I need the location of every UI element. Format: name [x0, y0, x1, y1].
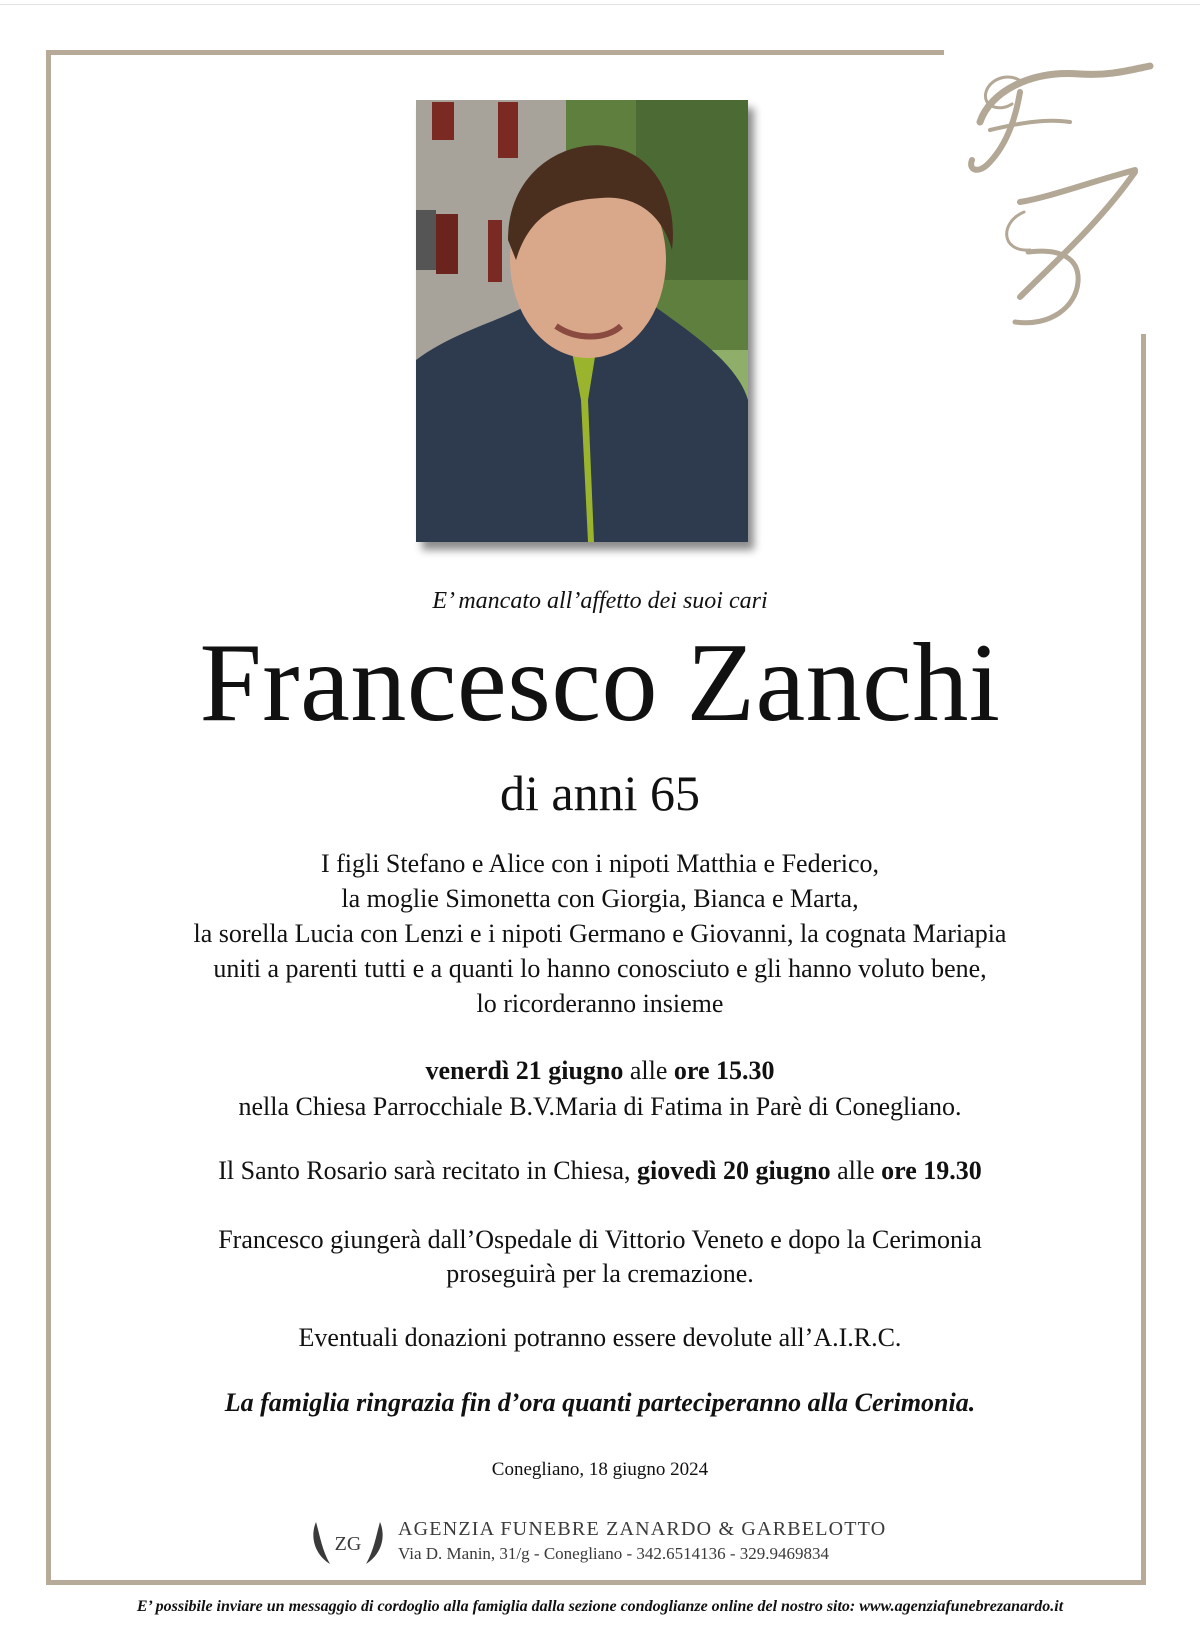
age-text: di anni 65	[500, 765, 700, 821]
frame-border-left	[46, 50, 51, 1585]
family-line: lo ricorderanno insieme	[476, 989, 724, 1018]
monogram-fz-icon	[960, 52, 1160, 352]
place-date: Conegliano, 18 giugno 2024	[491, 1459, 709, 1480]
family-line: uniti a parenti tutti e a quanti lo hanno conosciuto e gli hanno voluto bene,	[213, 954, 987, 983]
agency-block	[310, 1516, 930, 1568]
rosary-day: giovedì 20 giugno	[637, 1156, 831, 1185]
family-line: la moglie Simonetta con Giorgia, Bianca e Marta,	[341, 884, 859, 913]
footer-note: E’ possibile inviare un messaggio di cordoglio alla famiglia dalla sezione condoglianze online del nostro sito: www.agenziafunebrezanardo.it	[136, 1598, 1064, 1615]
funeral-day: venerdì 21 giugno	[425, 1056, 624, 1085]
agency-address: Via D. Manin, 31/g - Conegliano - 342.6514136 - 329.9469834	[398, 1544, 830, 1563]
funeral-time: ore 15.30	[673, 1056, 775, 1085]
rosary-details	[100, 1153, 1100, 1189]
funeral-location: nella Chiesa Parrocchiale B.V.Maria di Fatima in Parè di Conegliano.	[238, 1092, 962, 1121]
funeral-details	[100, 1053, 1100, 1125]
agency-name: AGENZIA FUNEBRE ZANARDO & GARBELOTTO	[398, 1518, 887, 1540]
family-paragraph	[100, 846, 1100, 1021]
family-line: la sorella Lucia con Lenzi e i nipoti Germano e Giovanni, la cognata Mariapia	[193, 919, 1007, 948]
portrait-photo	[416, 100, 748, 542]
rosary-text: Il Santo Rosario sarà recitato in Chiesa,	[218, 1156, 631, 1185]
rosary-at: alle	[837, 1156, 875, 1185]
frame-border-bottom	[46, 1580, 1146, 1585]
family-line: I figli Stefano e Alice con i nipoti Matthia e Federico,	[320, 849, 880, 878]
frame-border-right	[1141, 334, 1146, 1585]
rosary-time: ore 19.30	[881, 1156, 982, 1185]
top-divider	[0, 4, 1200, 5]
donations-text: Eventuali donazioni potranno essere devolute all’A.I.R.C.	[298, 1323, 902, 1352]
arrival-paragraph	[100, 1223, 1100, 1291]
agency-logo-icon	[310, 1518, 386, 1568]
funeral-at: alle	[629, 1056, 668, 1085]
portrait-image	[416, 100, 748, 542]
deceased-name: Francesco Zanchi	[199, 621, 1001, 745]
agency-logo-text: ZG	[334, 1533, 362, 1555]
arrival-line: Francesco giungerà dall’Ospedale di Vittorio Veneto e dopo la Cerimonia	[218, 1225, 982, 1254]
arrival-line: proseguirà per la cremazione.	[446, 1259, 754, 1288]
intro-text: E’ mancato all’affetto dei suoi cari	[432, 588, 768, 614]
frame-border-top	[46, 50, 944, 55]
thanks-text: La famiglia ringrazia fin d’ora quanti parteciperanno alla Cerimonia.	[224, 1388, 976, 1417]
